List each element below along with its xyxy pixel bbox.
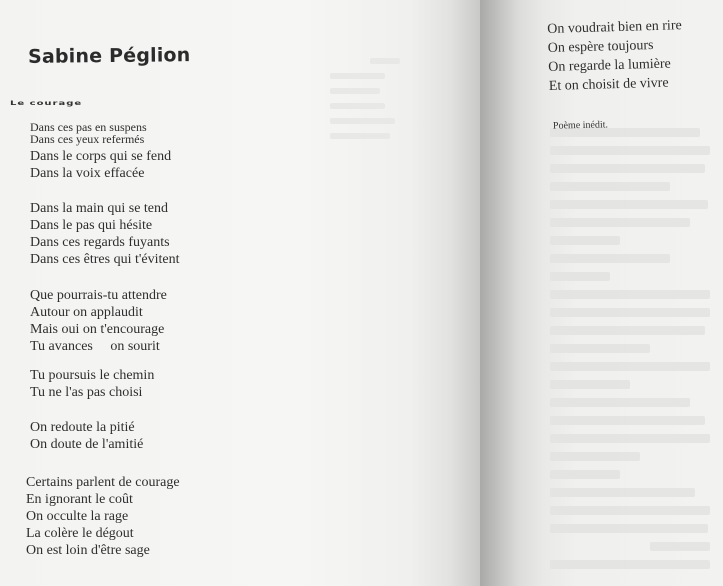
poem-line: Mais oui on t'encourage xyxy=(30,322,165,337)
poem-line: Tu avances on sourit xyxy=(30,339,160,354)
poem-line: On regarde la lumière xyxy=(548,56,671,75)
stanza xyxy=(30,367,154,401)
poem-line: Certains parlent de courage xyxy=(26,475,180,490)
poem-line: La colère le dégout xyxy=(26,526,134,541)
stanza xyxy=(30,121,171,182)
poem-line: On est loin d'être sage xyxy=(26,543,150,558)
footnote: Poème inédit. xyxy=(552,119,609,132)
poem-line: Dans ces regards fuyants xyxy=(30,235,170,250)
poem-line: Et on choisit de vivre xyxy=(548,75,669,94)
poem-line: Dans ces êtres qui t'évitent xyxy=(30,252,180,267)
stanza xyxy=(30,287,167,355)
stanza xyxy=(30,419,143,453)
poem-line: Que pourrais-tu attendre xyxy=(30,288,167,303)
show-through-text xyxy=(550,128,710,578)
stanza xyxy=(30,200,179,268)
stanza xyxy=(26,474,180,559)
poem-line: On voudrait bien en rire xyxy=(547,18,682,37)
poem-line: On redoute la pitié xyxy=(30,420,135,435)
show-through-left xyxy=(330,58,400,148)
poem-title: Le courage xyxy=(10,100,83,107)
poem-line: Dans la main qui se tend xyxy=(30,201,169,216)
poem-line: Dans le pas qui hésite xyxy=(30,218,153,233)
poem-line: On doute de l'amitié xyxy=(30,437,144,452)
poem-line: Dans le corps qui se fend xyxy=(30,149,172,164)
poem-line: Dans la voix effacée xyxy=(30,166,145,181)
poem-line: En ignorant le coût xyxy=(26,492,133,507)
poem-line: Dans ces yeux refermés xyxy=(30,132,145,146)
author-name: Sabine Péglion xyxy=(27,44,191,68)
poem-line: Tu poursuis le chemin xyxy=(30,368,155,383)
poem-line: On occulte la rage xyxy=(26,509,129,524)
poem-line: On espère toujours xyxy=(547,38,654,56)
poem-line: Tu ne l'as pas choisi xyxy=(30,385,143,400)
poem-line: Autour on applaudit xyxy=(30,305,143,320)
right-stanza xyxy=(547,16,684,96)
poem-line: Dans ces pas en suspens xyxy=(30,120,147,134)
